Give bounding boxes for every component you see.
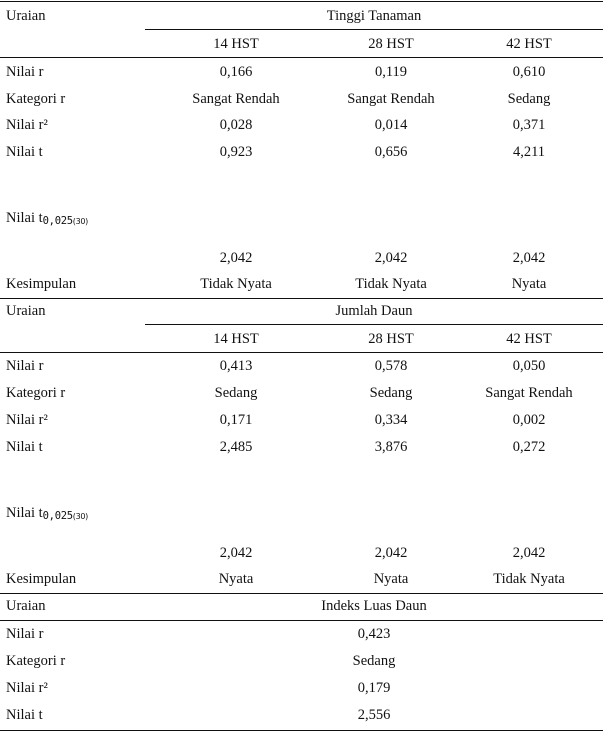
table-cell: 4,211: [512, 144, 546, 160]
t-table-subscript-df: (30): [72, 217, 88, 226]
table-cell: 0,119: [374, 64, 408, 80]
row-label: Nilai r: [6, 64, 44, 80]
row-label: Nilai r²: [6, 412, 48, 428]
row-label: Nilai r: [6, 626, 44, 642]
table-cell: 0,272: [512, 439, 546, 455]
block-separator-rule: [0, 593, 603, 594]
table-cell: Tidak Nyata: [493, 571, 565, 587]
table-cell: 0,423: [357, 626, 391, 642]
header-bottom-rule: [0, 57, 603, 58]
row-label: Nilai t: [6, 144, 43, 160]
table-cell: 0,334: [374, 412, 408, 428]
table-cell: 2,042: [219, 250, 253, 266]
table-cell: 0,002: [512, 412, 546, 428]
header-underline: [145, 29, 603, 30]
table-cell: Tidak Nyata: [200, 276, 272, 292]
row-label: Nilai r²: [6, 117, 48, 133]
row-label: Kategori r: [6, 653, 66, 669]
row-label: Kategori r: [6, 385, 66, 401]
table-cell: Nyata: [511, 276, 547, 292]
block-title: Jumlah Daun: [335, 303, 413, 319]
table-cell: 0,656: [374, 144, 408, 160]
table-cell: 0,179: [357, 680, 391, 696]
table-cell: Tidak Nyata: [355, 276, 427, 292]
t-table-subscript-df: (30): [72, 512, 88, 521]
row-label: Kategori r: [6, 91, 66, 107]
table-top-rule: [0, 1, 603, 2]
table-cell: 2,485: [219, 439, 253, 455]
col-header: 42 HST: [506, 36, 552, 52]
table-cell: 2,042: [374, 545, 408, 561]
table-cell: 0,578: [374, 358, 408, 374]
table-cell: 0,610: [512, 64, 546, 80]
header-underline: [145, 324, 603, 325]
col-header: 14 HST: [213, 36, 259, 52]
block-title: Tinggi Tanaman: [326, 8, 422, 24]
table-cell: 2,042: [512, 250, 546, 266]
t-table-subscript: 0,025: [42, 215, 73, 227]
uraian-header: Uraian: [6, 303, 46, 319]
table-cell: 2,042: [512, 545, 546, 561]
t-table-subscript: 0,025: [42, 510, 73, 522]
col-header: 28 HST: [368, 331, 414, 347]
table-cell: Sangat Rendah: [192, 91, 280, 107]
block-separator-rule: [0, 298, 603, 299]
row-label: Nilai r²: [6, 680, 48, 696]
table-cell: 0,923: [219, 144, 253, 160]
table-cell: Sedang: [352, 653, 396, 669]
table-bottom-rule: [0, 730, 603, 731]
col-header: 28 HST: [368, 36, 414, 52]
table-cell: Sedang: [214, 385, 258, 401]
t-table-label-main: Nilai t: [6, 210, 43, 226]
t-table-label-main: Nilai t: [6, 505, 43, 521]
col-header: 14 HST: [213, 331, 259, 347]
row-label: Kesimpulan: [6, 571, 77, 587]
uraian-header: Uraian: [6, 598, 46, 614]
table-cell: 3,876: [374, 439, 408, 455]
table-cell: Sangat Rendah: [485, 385, 573, 401]
table-cell: Sedang: [507, 91, 551, 107]
table-cell: Nyata: [218, 571, 254, 587]
block-title: Indeks Luas Daun: [321, 598, 427, 614]
table-cell: 0,050: [512, 358, 546, 374]
header-bottom-rule: [0, 352, 603, 353]
header-bottom-rule: [0, 620, 603, 621]
table-cell: 2,042: [219, 545, 253, 561]
row-label: Nilai t: [6, 707, 43, 723]
table-cell: Sangat Rendah: [347, 91, 435, 107]
table-cell: 0,413: [219, 358, 253, 374]
t-table-label: [6, 503, 88, 525]
table-cell: Sedang: [369, 385, 413, 401]
table-cell: 2,042: [374, 250, 408, 266]
table-cell: Nyata: [373, 571, 409, 587]
row-label: Kesimpulan: [6, 276, 77, 292]
table-cell: 2,556: [357, 707, 391, 723]
col-header: 42 HST: [506, 331, 552, 347]
row-label: Nilai t: [6, 439, 43, 455]
table-cell: 0,028: [219, 117, 253, 133]
table-cell: 0,171: [219, 412, 253, 428]
table-cell: 0,014: [374, 117, 408, 133]
row-label: Nilai r: [6, 358, 44, 374]
table-cell: 0,371: [512, 117, 546, 133]
uraian-header: Uraian: [6, 8, 46, 24]
t-table-label: [6, 208, 88, 230]
table-cell: 0,166: [219, 64, 253, 80]
